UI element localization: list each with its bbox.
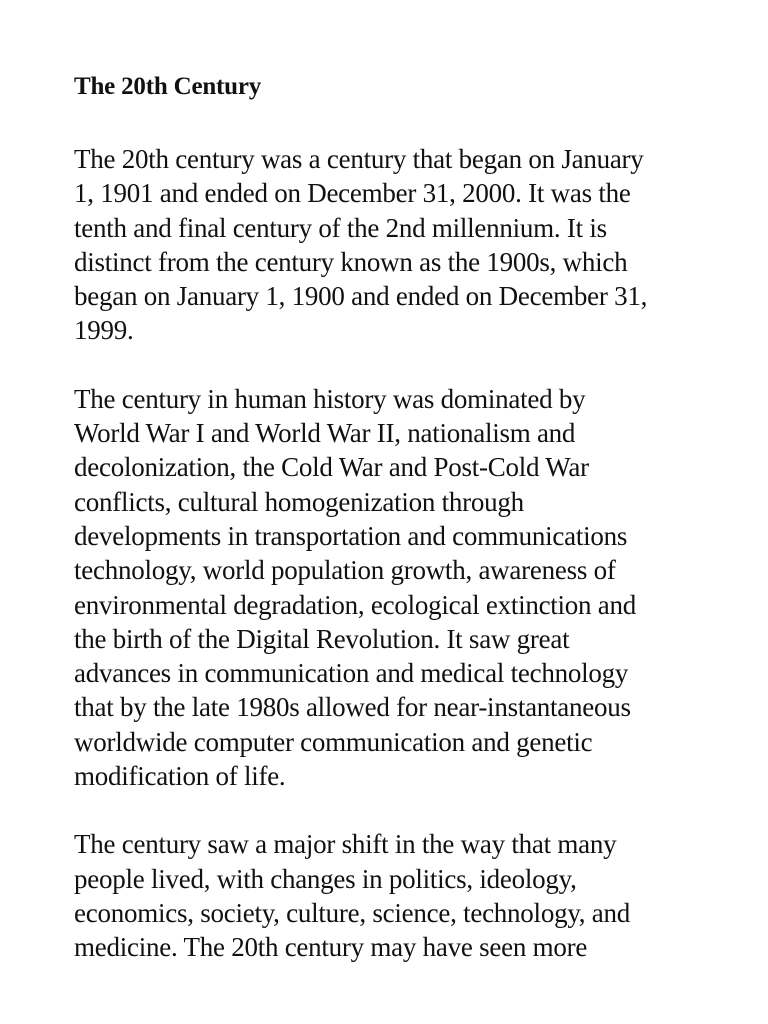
paragraph-line: The century in human history was dominated by [74,383,586,414]
paragraph-line: 1, 1901 and ended on December 31, 2000. It was the [74,178,631,209]
paragraph-line: medicine. The 20th century may have seen more [74,932,588,963]
paragraph-line: the birth of the Digital Revolution. It saw great [74,623,570,654]
paragraph-2 [74,382,714,794]
paragraph-line: decolonization, the Cold War and Post-Cold War [74,452,589,483]
paragraph-3 [74,827,714,964]
paragraph-line: that by the late 1980s allowed for near-instantaneous [74,692,631,723]
paragraph-line: technology, world population growth, awareness of [74,555,616,586]
paragraph-line: developments in transportation and communications [74,520,628,551]
document-title: The 20th Century [74,73,262,100]
paragraph-line: tenth and final century of the 2nd millennium. It is [74,212,607,243]
paragraph-line: economics, society, culture, science, technology, and [74,897,631,928]
paragraph-line: conflicts, cultural homogenization through [74,486,524,517]
paragraph-line: The century saw a major shift in the way that many [74,829,617,860]
paragraph-line: people lived, with changes in politics, ideology, [74,863,577,894]
paragraph-1 [74,142,714,348]
document-page [74,68,714,999]
paragraph-line: modification of life. [74,761,286,792]
paragraph-line: The 20th century was a century that began on January [74,144,644,174]
paragraph-line: distinct from the century known as the 1900s, which [74,246,628,277]
paragraph-line: World War I and World War II, nationalism and [74,418,576,449]
paragraph-line: worldwide computer communication and genetic [74,726,593,757]
paragraph-line: advances in communication and medical technology [74,658,629,689]
paragraph-line: began on January 1, 1900 and ended on December 31, [74,281,648,312]
paragraph-line: environmental degradation, ecological extinction and [74,589,637,620]
paragraph-line: 1999. [74,315,134,346]
